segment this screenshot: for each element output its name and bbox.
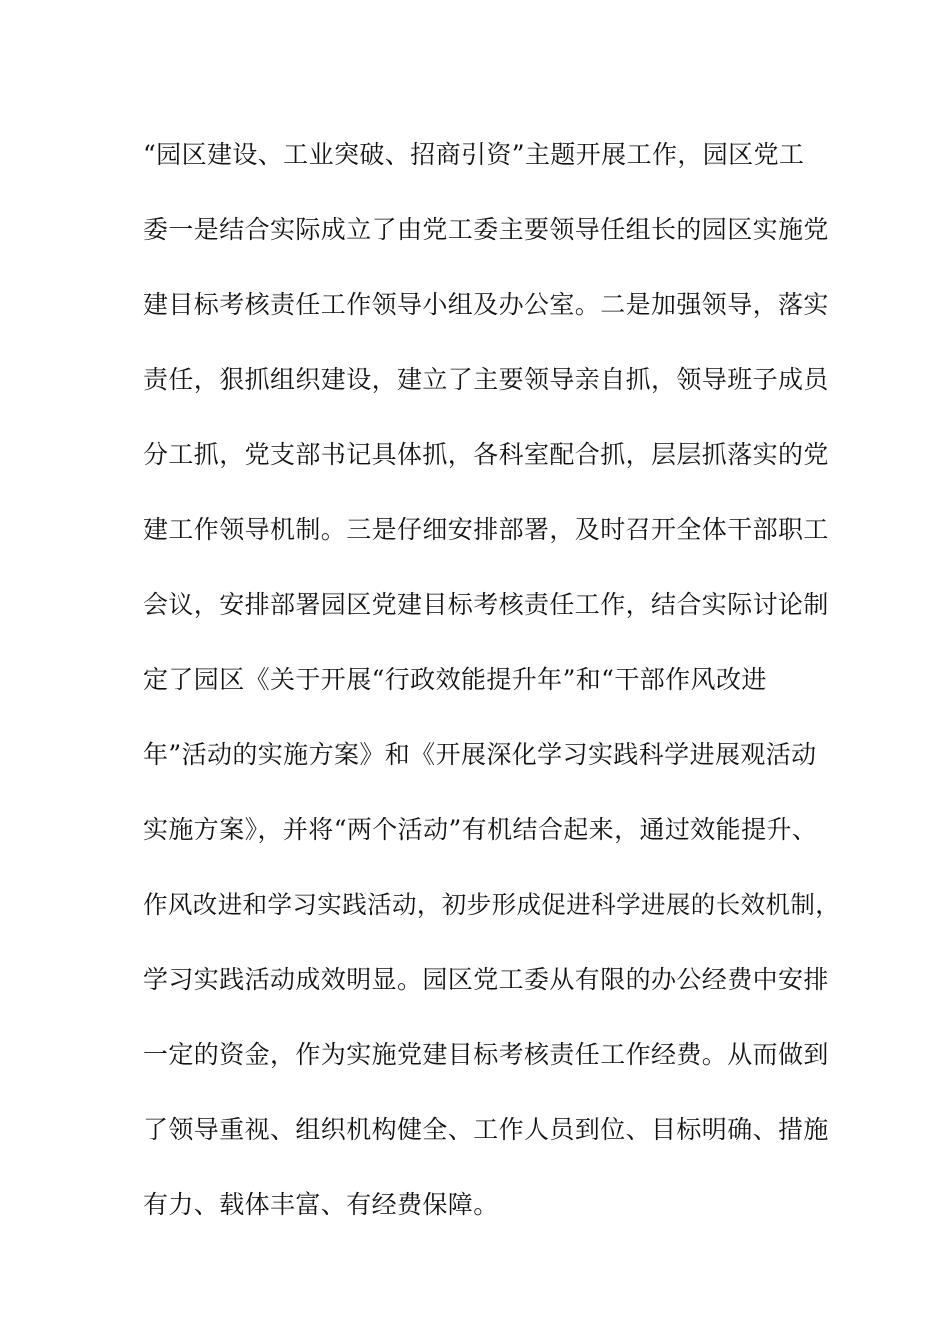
text-line-2: 委一是结合实际成立了由党工委主要领导任组长的园区实施党 bbox=[143, 215, 829, 244]
text-line-6: 建工作领导机制。三是仔细安排部署，及时召开全体干部职工 bbox=[143, 515, 829, 544]
text-line-4: 责任，狠抓组织建设，建立了主要领导亲自抓，领导班子成员 bbox=[143, 365, 829, 394]
text-line-14: 了领导重视、组织机构健全、工作人员到位、目标明确、措施 bbox=[143, 1115, 829, 1144]
text-line-9: 年”活动的实施方案》和《开展深化学习实践科学进展观活动 bbox=[143, 740, 817, 769]
text-line-11: 作风改进和学习实践活动，初步形成促进科学进展的长效机制， bbox=[143, 890, 841, 919]
text-line-8: 定了园区《关于开展“行政效能提升年”和“干部作风改进 bbox=[143, 665, 767, 694]
text-line-5: 分工抓，党支部书记具体抓，各科室配合抓，层层抓落实的党 bbox=[143, 440, 829, 469]
text-line-12: 学习实践活动成效明显。园区党工委从有限的办公经费中安排 bbox=[143, 965, 829, 994]
text-line-7: 会议，安排部署园区党建目标考核责任工作，结合实际讨论制 bbox=[143, 590, 829, 619]
text-line-15: 有力、载体丰富、有经费保障。 bbox=[143, 1190, 499, 1219]
text-line-1: “园区建设、工业突破、招商引资”主题开展工作，园区党工 bbox=[143, 140, 805, 169]
text-line-10: 实施方案》，并将“两个活动”有机结合起来，通过效能提升、 bbox=[143, 815, 818, 844]
body-paragraph bbox=[143, 125, 843, 1250]
text-line-3: 建目标考核责任工作领导小组及办公室。二是加强领导，落实 bbox=[143, 290, 829, 319]
text-line-13: 一定的资金，作为实施党建目标考核责任工作经费。从而做到 bbox=[143, 1040, 829, 1069]
